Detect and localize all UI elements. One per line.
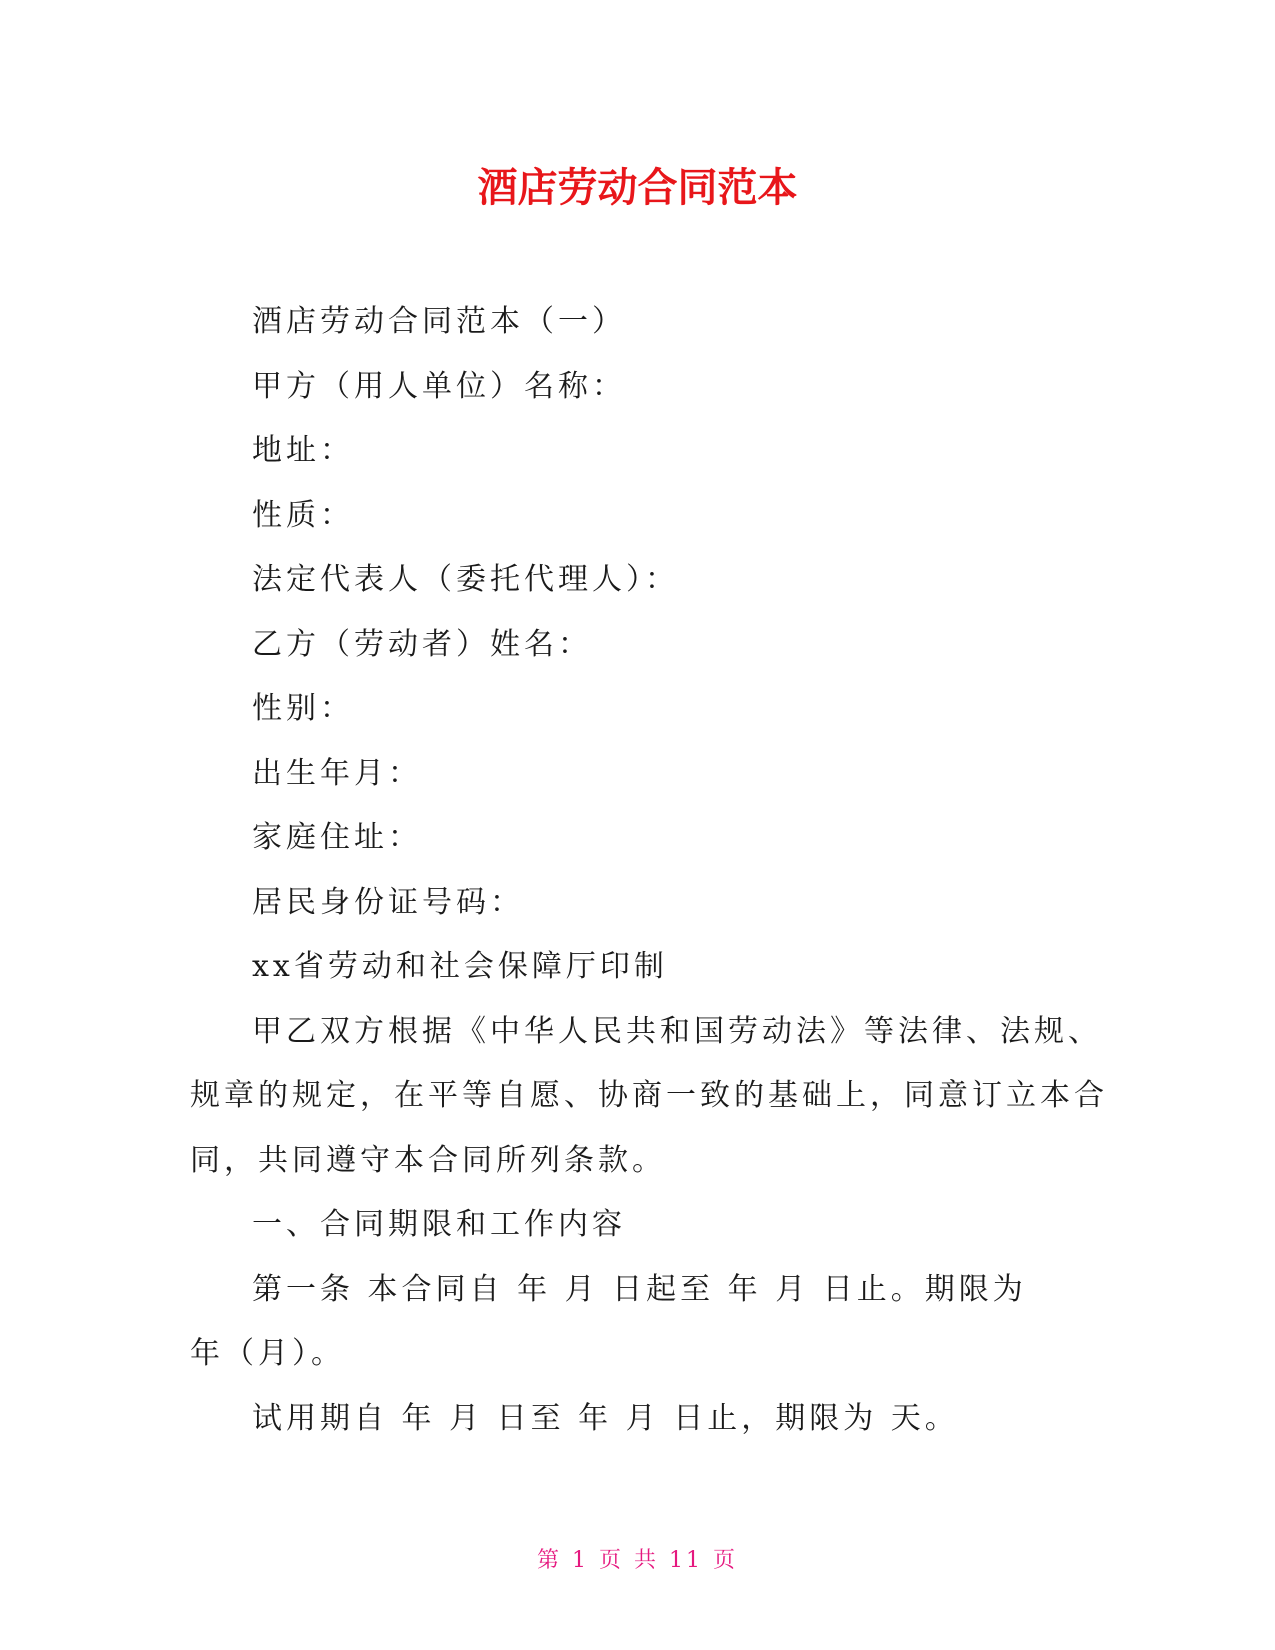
address-field: 地址： [252, 433, 354, 468]
nature-field: 性质： [252, 497, 354, 533]
article-line: 第一条 本合同自 年 月 日起至 年 月 日止。期限为 [252, 1271, 1027, 1307]
employer-name-field: 甲方（用人单位）名称： [252, 368, 626, 404]
document-body [190, 290, 1108, 1451]
gender-field: 性别： [252, 691, 354, 726]
probation-line: 试用期自 年 月 日至 年 月 日止，期限为 天。 [252, 1400, 959, 1436]
preamble-line: 规章的规定，在平等自愿、协商一致的基础上，同意订立本合 [190, 1078, 1108, 1113]
birth-date-field: 出生年月： [252, 755, 422, 791]
legal-rep-field: 法定代表人（委托代理人）： [252, 562, 679, 597]
employee-name-field: 乙方（劳动者）姓名： [252, 626, 592, 662]
id-number-field: 居民身份证号码： [252, 884, 524, 920]
article-line: 年（月）。 [190, 1336, 345, 1371]
printed-by-line: xx省劳动和社会保障厅印制 [252, 949, 668, 984]
home-address-field: 家庭住址： [252, 820, 422, 855]
chapter-heading: 一、合同期限和工作内容 [252, 1207, 626, 1242]
preamble-line: 甲乙双方根据《中华人民共和国劳动法》等法律、法规、 [252, 1013, 1102, 1049]
preamble-line: 同，共同遵守本合同所列条款。 [190, 1142, 666, 1178]
document-title: 酒店劳动合同范本 [477, 165, 798, 211]
page-number-footer: 第 1 页 共 11 页 [537, 1548, 738, 1573]
section-heading: 酒店劳动合同范本（一） [252, 304, 626, 339]
